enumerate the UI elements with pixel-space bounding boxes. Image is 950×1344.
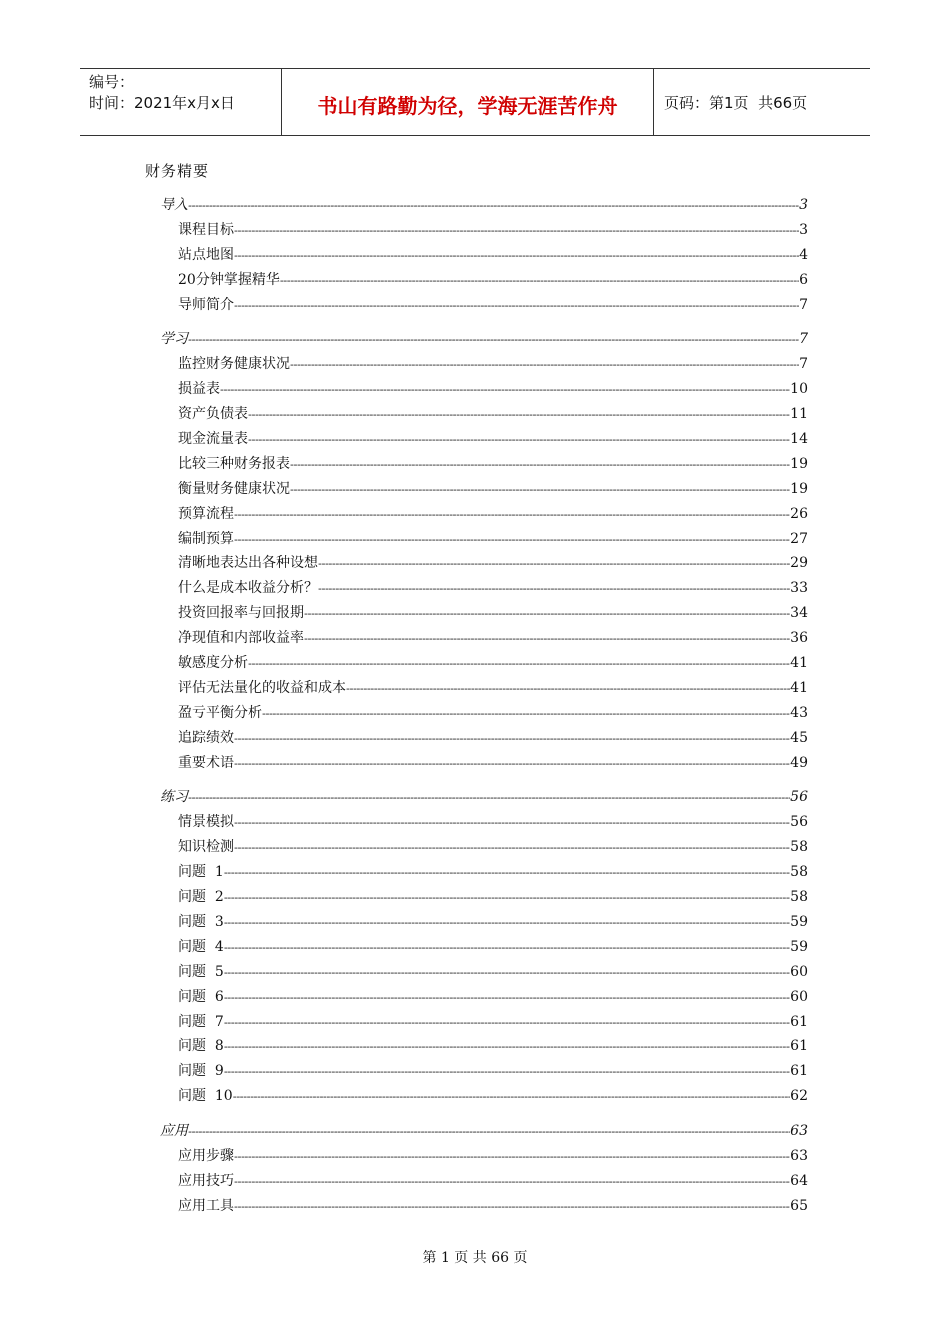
toc-leader-dashes — [304, 627, 790, 652]
toc-entry-label: 学习 — [160, 331, 188, 348]
toc-leader-dashes — [224, 1011, 790, 1036]
toc-entry[interactable] — [160, 726, 808, 751]
toc-entry-label: 问题 4 — [178, 938, 224, 955]
toc-entry[interactable] — [160, 218, 808, 243]
toc-entry-label: 盈亏平衡分析 — [178, 704, 262, 721]
toc-entry-label: 编制预算 — [178, 530, 234, 547]
toc-page-number: 49 — [790, 754, 808, 771]
toc-entry-label: 站点地图 — [178, 246, 234, 263]
toc-page-number: 41 — [790, 655, 808, 672]
toc-leader-dashes — [224, 861, 790, 886]
toc-entry[interactable] — [160, 452, 808, 477]
toc-page-number: 60 — [790, 963, 808, 980]
toc-entry-label: 问题 8 — [178, 1038, 224, 1055]
toc-section-heading[interactable] — [160, 785, 808, 810]
toc-page-number: 63 — [790, 1123, 808, 1140]
toc-entry[interactable] — [160, 1169, 808, 1194]
toc-entry-label: 清晰地表达出各种设想 — [178, 555, 318, 572]
toc-entry-label: 问题 5 — [178, 963, 224, 980]
toc-entry-label: 什么是成本收益分析？ — [178, 580, 318, 597]
toc-leader-dashes — [220, 378, 790, 403]
toc-page-number: 33 — [790, 580, 808, 597]
toc-entry-label: 投资回报率与回报期 — [178, 605, 304, 622]
toc-leader-dashes — [224, 1060, 790, 1085]
toc-leader-dashes — [248, 428, 790, 453]
toc-leader-dashes — [262, 702, 790, 727]
toc-leader-dashes — [224, 961, 790, 986]
toc-page-number: 7 — [799, 296, 808, 313]
toc-entry-label: 20分钟掌握精华 — [178, 271, 280, 288]
toc-entry-label: 问题 3 — [178, 913, 224, 930]
toc-page-number: 59 — [790, 938, 808, 955]
toc-entry[interactable] — [160, 810, 808, 835]
toc-leader-dashes — [234, 727, 790, 752]
toc-entry[interactable] — [160, 860, 808, 885]
toc-entry-label: 敏感度分析 — [178, 655, 248, 672]
toc-page-number: 58 — [790, 889, 808, 906]
toc-leader-dashes — [234, 1145, 790, 1170]
toc-entry[interactable] — [160, 1010, 808, 1035]
toc-entry-label: 应用技巧 — [178, 1172, 234, 1189]
toc-page-number: 34 — [790, 605, 808, 622]
toc-entry-label: 评估无法量化的收益和成本 — [178, 679, 346, 696]
toc-page-number: 36 — [790, 630, 808, 647]
toc-page-number: 7 — [799, 356, 808, 373]
toc-page-number: 59 — [790, 913, 808, 930]
toc-leader-dashes — [188, 194, 799, 219]
toc-page-number: 27 — [790, 530, 808, 547]
toc-page-number: 61 — [790, 1063, 808, 1080]
toc-leader-dashes — [188, 1120, 790, 1145]
toc-entry-label: 知识检测 — [178, 839, 234, 856]
toc-section — [160, 1119, 808, 1219]
toc-leader-dashes — [234, 836, 790, 861]
toc-leader-dashes — [304, 602, 790, 627]
toc-section — [160, 193, 808, 317]
toc-page-number: 63 — [790, 1147, 808, 1164]
toc-page-number: 41 — [790, 679, 808, 696]
toc-entry-label: 损益表 — [178, 381, 220, 398]
toc-leader-dashes — [224, 986, 790, 1011]
number-label: 编号： — [89, 73, 135, 91]
toc-page-number: 6 — [799, 271, 808, 288]
toc-entry-label: 比较三种财务报表 — [178, 455, 290, 472]
toc-leader-dashes — [234, 1195, 790, 1220]
toc-entry[interactable] — [160, 1194, 808, 1219]
toc-entry-label: 监控财务健康状况 — [178, 356, 290, 373]
toc-entry[interactable] — [160, 935, 808, 960]
toc-leader-dashes — [248, 652, 790, 677]
toc-entry-label: 问题 7 — [178, 1013, 224, 1030]
toc-page-number: 65 — [790, 1197, 808, 1214]
toc-entry[interactable] — [160, 1034, 808, 1059]
toc-entry[interactable] — [160, 527, 808, 552]
toc-entry-label: 问题 6 — [178, 988, 224, 1005]
toc-page-number: 43 — [790, 704, 808, 721]
toc-entry-label: 资产负债表 — [178, 406, 248, 423]
toc-entry-label: 净现值和内部收益率 — [178, 630, 304, 647]
toc-leader-dashes — [224, 886, 790, 911]
toc-page-number: 10 — [790, 381, 808, 398]
toc-leader-dashes — [280, 269, 799, 294]
toc-leader-dashes — [234, 294, 799, 319]
document-title: 财务精要 — [145, 162, 210, 180]
table-of-contents — [160, 193, 808, 1229]
toc-leader-dashes — [188, 786, 790, 811]
toc-section — [160, 785, 808, 1109]
toc-page-number: 11 — [790, 406, 808, 423]
toc-page-number: 3 — [799, 221, 808, 238]
toc-page-number: 61 — [790, 1013, 808, 1030]
toc-section — [160, 327, 808, 775]
toc-page-number: 64 — [790, 1172, 808, 1189]
page-info-text: 页码：第1页 共66页 — [664, 93, 808, 112]
toc-page-number: 26 — [790, 505, 808, 522]
toc-page-number: 56 — [790, 814, 808, 831]
toc-leader-dashes — [318, 577, 790, 602]
toc-entry-label: 应用工具 — [178, 1197, 234, 1214]
toc-leader-dashes — [290, 453, 790, 478]
toc-entry[interactable] — [160, 751, 808, 776]
toc-page-number: 60 — [790, 988, 808, 1005]
toc-page-number: 4 — [799, 246, 808, 263]
header-meta — [80, 69, 282, 135]
toc-entry-label: 课程目标 — [178, 221, 234, 238]
toc-entry-label: 导入 — [160, 197, 188, 213]
toc-entry[interactable] — [160, 960, 808, 985]
toc-entry[interactable] — [160, 576, 808, 601]
time-label: 时间：2021年x月x日 — [89, 94, 235, 112]
toc-entry[interactable] — [160, 243, 808, 268]
toc-page-number: 3 — [799, 197, 808, 213]
toc-entry[interactable] — [160, 835, 808, 860]
toc-entry[interactable] — [160, 626, 808, 651]
toc-entry[interactable] — [160, 402, 808, 427]
toc-entry-label: 问题 1 — [178, 864, 224, 881]
toc-leader-dashes — [188, 328, 799, 353]
toc-leader-dashes — [234, 244, 799, 269]
toc-section-heading[interactable] — [160, 193, 808, 218]
toc-entry[interactable] — [160, 477, 808, 502]
toc-section-heading[interactable] — [160, 1119, 808, 1144]
toc-entry-label: 重要术语 — [178, 754, 234, 771]
toc-leader-dashes — [233, 1085, 790, 1110]
toc-leader-dashes — [290, 478, 790, 503]
toc-leader-dashes — [248, 403, 790, 428]
toc-entry[interactable] — [160, 268, 808, 293]
toc-page-number: 58 — [790, 864, 808, 881]
toc-page-number: 56 — [790, 789, 808, 806]
toc-entry[interactable] — [160, 1084, 808, 1109]
toc-entry[interactable] — [160, 651, 808, 676]
toc-entry[interactable] — [160, 1144, 808, 1169]
page-footer — [0, 1247, 950, 1267]
toc-entry[interactable] — [160, 701, 808, 726]
toc-entry-label: 现金流量表 — [178, 431, 248, 448]
toc-entry[interactable] — [160, 601, 808, 626]
toc-leader-dashes — [234, 503, 790, 528]
toc-leader-dashes — [234, 752, 790, 777]
header-motto — [282, 69, 654, 135]
toc-page-number: 58 — [790, 839, 808, 856]
toc-page-number: 14 — [790, 431, 808, 448]
toc-leader-dashes — [234, 811, 790, 836]
toc-leader-dashes — [224, 1035, 790, 1060]
toc-leader-dashes — [318, 552, 790, 577]
toc-leader-dashes — [224, 911, 790, 936]
toc-entry[interactable] — [160, 352, 808, 377]
toc-entry-label: 应用步骤 — [178, 1147, 234, 1164]
toc-leader-dashes — [234, 219, 799, 244]
toc-leader-dashes — [346, 677, 790, 702]
toc-entry-label: 应用 — [160, 1123, 188, 1140]
header-page-info — [654, 69, 870, 135]
toc-entry-label: 衡量财务健康状况 — [178, 480, 290, 497]
toc-leader-dashes — [290, 353, 799, 378]
toc-entry-label: 情景模拟 — [178, 814, 234, 831]
toc-page-number: 61 — [790, 1038, 808, 1055]
toc-page-number: 29 — [790, 555, 808, 572]
toc-entry[interactable] — [160, 502, 808, 527]
page-header — [80, 68, 870, 136]
toc-leader-dashes — [224, 936, 790, 961]
toc-page-number: 19 — [790, 455, 808, 472]
toc-entry[interactable] — [160, 377, 808, 402]
toc-entry-label: 预算流程 — [178, 505, 234, 522]
motto-text: 书山有路勤为径，学海无涯苦作舟 — [317, 93, 618, 118]
toc-entry-label: 问题 10 — [178, 1088, 233, 1105]
toc-section-heading[interactable] — [160, 327, 808, 352]
toc-entry-label: 练习 — [160, 789, 188, 806]
toc-entry-label: 问题 9 — [178, 1063, 224, 1080]
toc-entry[interactable] — [160, 676, 808, 701]
toc-leader-dashes — [234, 1170, 790, 1195]
toc-entry[interactable] — [160, 551, 808, 576]
toc-entry-label: 导师简介 — [178, 296, 234, 313]
toc-page-number: 45 — [790, 729, 808, 746]
toc-entry-label: 问题 2 — [178, 889, 224, 906]
toc-entry[interactable] — [160, 293, 808, 318]
toc-leader-dashes — [234, 528, 790, 553]
toc-entry-label: 追踪绩效 — [178, 729, 234, 746]
toc-page-number: 62 — [790, 1088, 808, 1105]
toc-page-number: 7 — [799, 331, 808, 348]
toc-entry[interactable] — [160, 910, 808, 935]
toc-page-number: 19 — [790, 480, 808, 497]
toc-entry[interactable] — [160, 985, 808, 1010]
toc-entry[interactable] — [160, 1059, 808, 1084]
footer-page-number: 第 1 页 共 66 页 — [422, 1250, 528, 1266]
toc-entry[interactable] — [160, 427, 808, 452]
toc-entry[interactable] — [160, 885, 808, 910]
